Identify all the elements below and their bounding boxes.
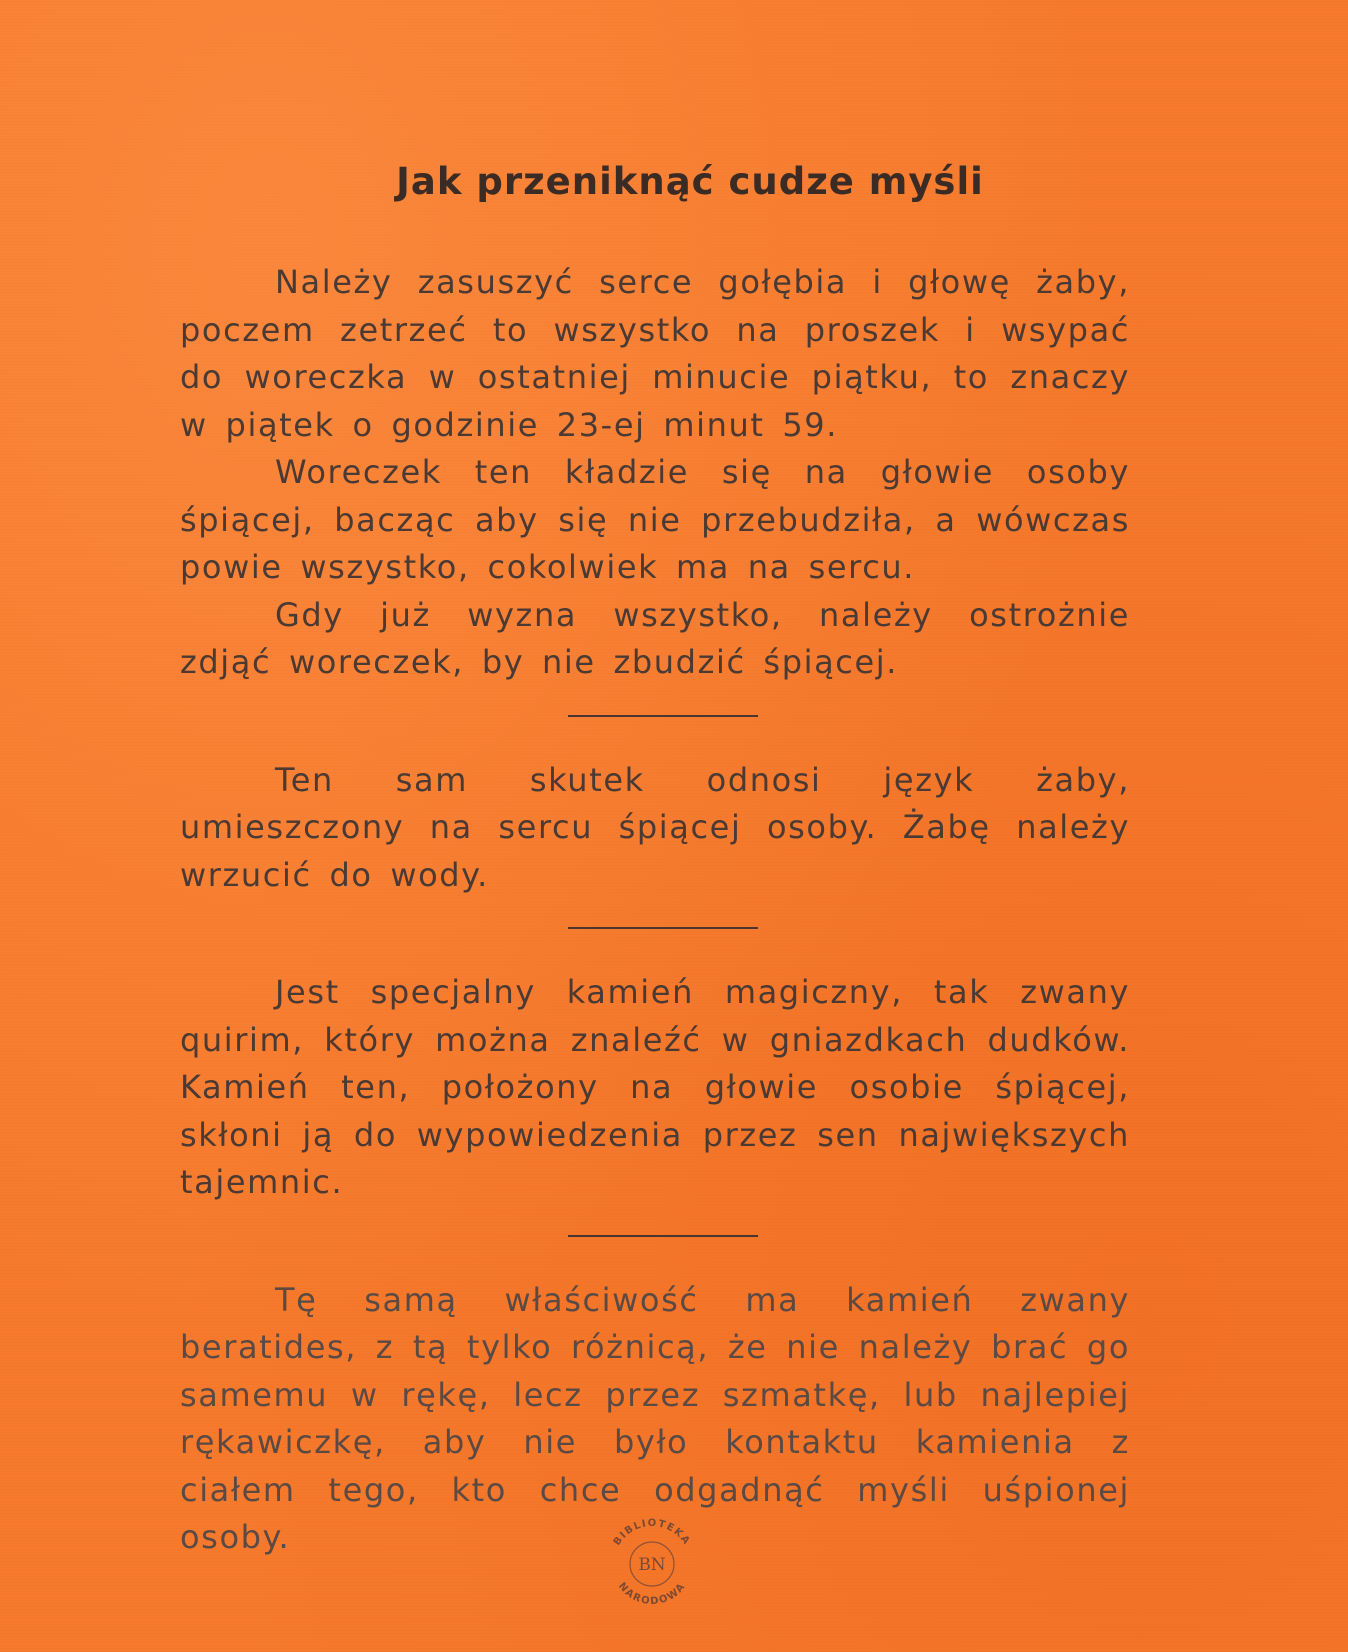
paragraph-5: Jest specjalny kamień magiczny, tak zwany quirim, który można znaleźć w gniazdkach dudków. Kamień ten, położony na głowie osobie śpiącej, skłoni ją do wypowiedzenia przez sen największych tajemnic. <box>180 973 1130 1201</box>
section-divider <box>568 927 758 929</box>
paragraph-3: Gdy już wyzna wszystko, należy ostrożnie zdjąć woreczek, by nie zbudzić śpiącej. <box>180 595 1130 681</box>
svg-text:BIBLIOTEKA <box>612 1518 692 1548</box>
section-quirim <box>180 969 1130 1207</box>
paragraph-2: Woreczek ten kładzie się na głowie osoby śpiącej, bacząc aby się nie przebudziła, a wówczas powie wszystko, cokolwiek ma na sercu. <box>180 453 1130 586</box>
library-stamp <box>600 1512 704 1616</box>
section-divider <box>568 1235 758 1237</box>
section-divider <box>568 715 758 717</box>
section-woreczek <box>180 259 1130 687</box>
document-page <box>180 160 1130 1562</box>
page-title: Jak przeniknąć cudze myśli <box>396 160 984 203</box>
stamp-center-text: BN <box>638 1555 666 1575</box>
svg-text:NARODOWA <box>616 1581 688 1607</box>
paragraph-1: Należy zasuszyć serce gołębia i głowę żaby, poczem zetrzeć to wszystko na proszek i wsypać do woreczka w ostatniej minucie piątku, to znaczy w piątek o godzinie 23-ej minut 59. <box>180 263 1130 444</box>
paragraph-6: Tę samą właściwość ma kamień zwany beratides, z tą tylko różnicą, że nie należy brać go samemu w rękę, lecz przez szmatkę, lub najlepiej rękawiczkę, aby nie było kontaktu kamienia z ciałem tego, kto chce odgadnąć myśli uśpionej osoby. <box>180 1280 1130 1556</box>
stamp-bottom-text: NARODOWA <box>615 1580 689 1608</box>
paragraph-4: Ten sam skutek odnosi język żaby, umieszczony na sercu śpiącej osoby. Żabę należy wrzucić do wody. <box>180 760 1130 894</box>
section-jezyk-zaby <box>180 757 1130 900</box>
stamp-top-text: BIBLIOTEKA <box>611 1517 693 1548</box>
